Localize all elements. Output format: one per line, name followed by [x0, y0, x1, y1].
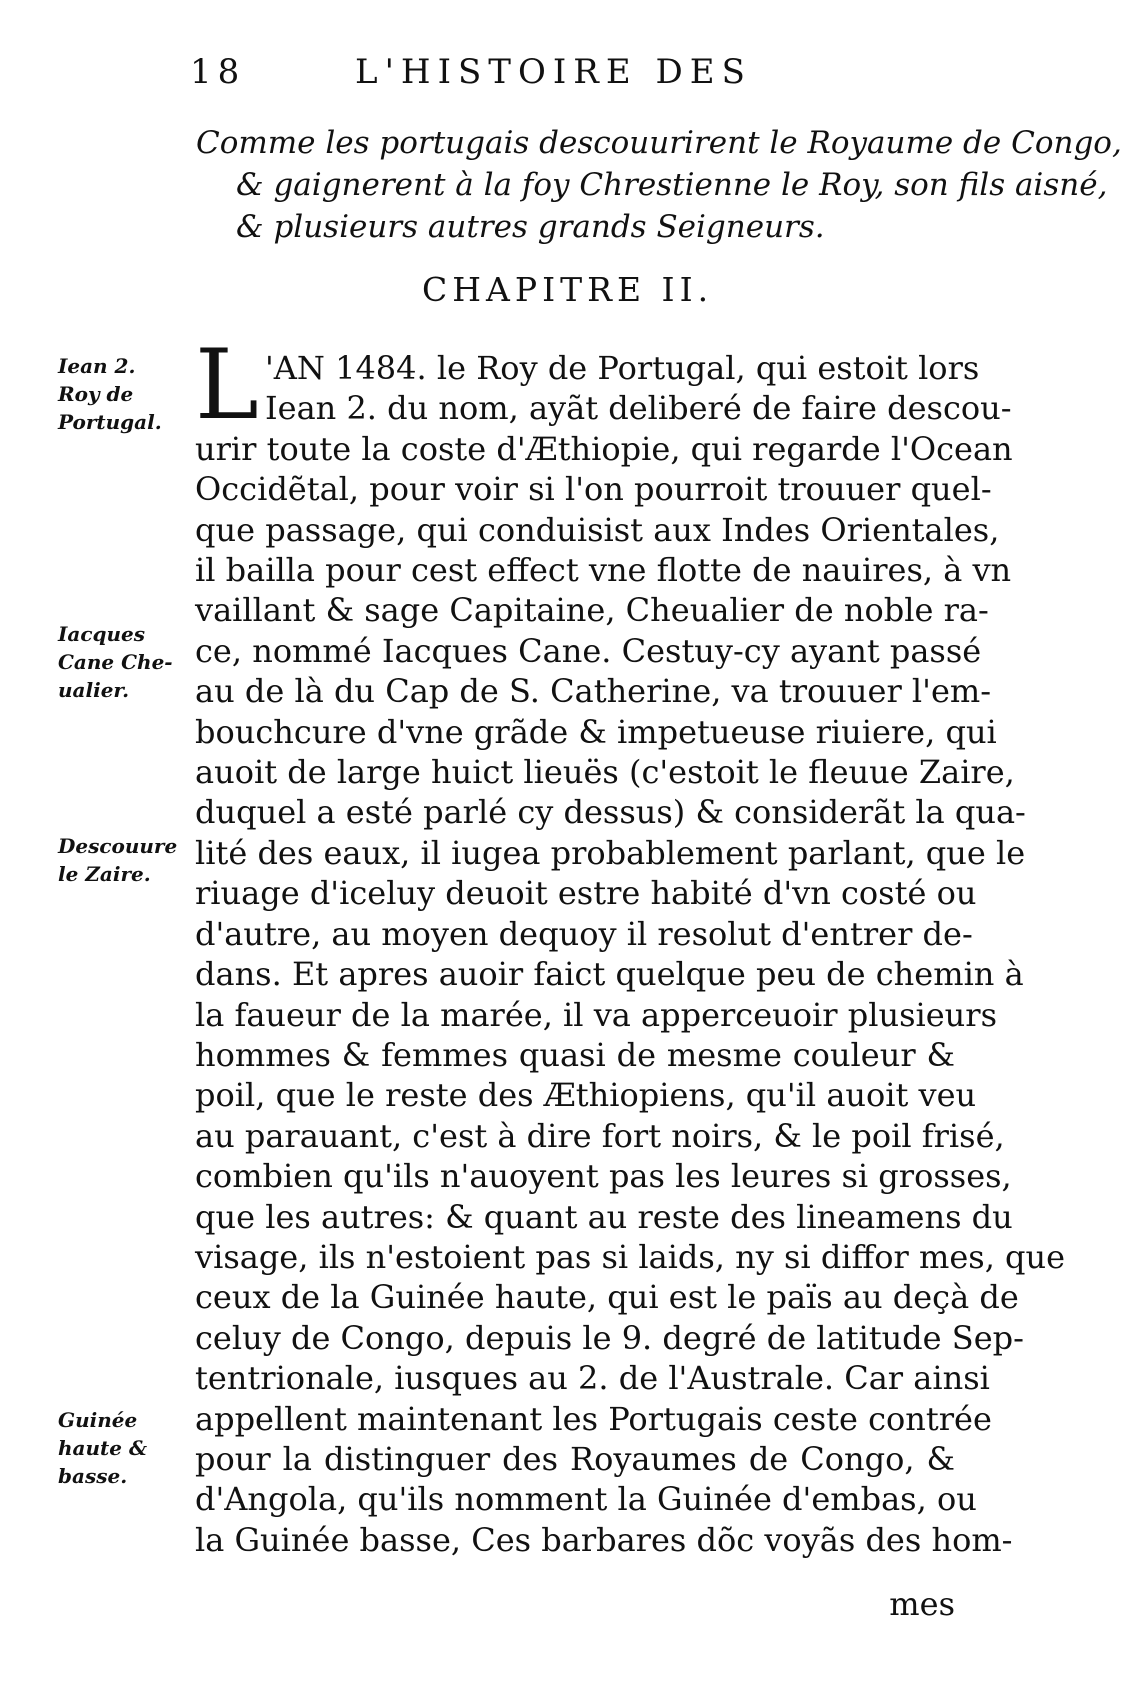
margin-note-line: Guinée: [58, 1408, 138, 1432]
text-line: que passage, qui conduisist aux Indes Orientales,: [195, 510, 1000, 549]
margin-note: [58, 832, 178, 888]
margin-note: [58, 352, 178, 436]
text-line: d'Angola, qu'ils nomment la Guinée d'embas, ou: [195, 1480, 977, 1519]
running-title: L'HISTOIRE DES: [355, 52, 752, 92]
margin-note-line: Cane Che-: [58, 650, 173, 674]
margin-note-line: ualier.: [58, 678, 130, 702]
margin-note-line: Iean 2.: [58, 354, 136, 378]
text-line: combien qu'ils n'auoyent pas les leures si grosses,: [195, 1157, 1012, 1196]
running-head: [190, 52, 800, 102]
text-line: poil, que le reste des Æthiopiens, qu'il auoit veu: [195, 1076, 977, 1115]
margin-note-line: Iacques: [58, 622, 146, 646]
text-line: tentrionale, iusques au 2. de l'Australe. Car ainsi: [195, 1359, 990, 1398]
margin-note-line: basse.: [58, 1464, 128, 1488]
margin-note: [58, 1406, 178, 1490]
text-line: visage, ils n'estoient pas si laids, ny si diffor mes, que: [195, 1237, 1066, 1276]
chapter-heading-line: & gaignerent à la foy Chrestienne le Roy, son fils aisné,: [236, 167, 1108, 203]
text-line: dans. Et apres auoir faict quelque peu de chemin à: [195, 955, 1024, 994]
text-line: 'AN 1484. le Roy de Portugal, qui estoit lors: [265, 349, 980, 387]
margin-note: [58, 620, 178, 704]
chapter-heading: [196, 122, 1122, 248]
text-line: lité des eaux, il iugea probablement parlant, que le: [195, 833, 1026, 872]
text-line: la faueur de la marée, il va apperceuoir plusieurs: [195, 995, 997, 1034]
chapter-number: CHAPITRE II.: [422, 270, 714, 309]
text-line: ce, nommé Iacques Cane. Cestuy-cy ayant passé: [195, 631, 982, 670]
text-line: duquel a esté parlé cy dessus) & considerãt la qua-: [195, 793, 1026, 832]
text-line: la Guinée basse, Ces barbares dõc voyãs des hom-: [195, 1520, 1013, 1559]
text-line: que les autres: & quant au reste des lineamens du: [195, 1197, 1013, 1236]
text-line: Occidẽtal, pour voir si l'on pourroit trouuer quel-: [195, 470, 992, 509]
text-line: celuy de Congo, depuis le 9. degré de latitude Sep-: [195, 1318, 1024, 1357]
margin-note-line: Roy de: [58, 382, 134, 406]
chapter-heading-line: Comme les portugais descouurirent le Royaume de Congo,: [196, 125, 1122, 161]
text-line: ceux de la Guinée haute, qui est le païs au deçà de: [195, 1278, 1019, 1317]
text-line: au parauant, c'est à dire fort noirs, & le poil frisé,: [195, 1116, 1005, 1155]
page-number: 18: [190, 52, 246, 92]
text-line: urir toute la coste d'Æthiopie, qui regarde l'Ocean: [195, 429, 1013, 468]
text-line: au de là du Cap de S. Catherine, va trouuer l'em-: [195, 672, 992, 711]
margin-note-line: Descouure: [58, 834, 178, 858]
margin-note-line: haute &: [58, 1436, 148, 1460]
chapter-heading-line: & plusieurs autres grands Seigneurs.: [236, 209, 825, 245]
text-line: auoit de large huict lieuës (c'estoit le fleuue Zaire,: [195, 753, 1015, 792]
text-line: Iean 2. du nom, ayãt deliberé de faire descou-: [265, 389, 1012, 428]
text-line: il bailla pour cest effect vne flotte de nauires, à vn: [195, 551, 1012, 590]
text-line: bouchcure d'vne grãde & impetueuse riuiere, qui: [195, 712, 997, 751]
text-line: riuage d'iceluy deuoit estre habité d'vn costé ou: [195, 874, 977, 913]
text-line: vaillant & sage Capitaine, Cheualier de noble ra-: [195, 591, 989, 630]
margin-note-line: le Zaire.: [58, 862, 151, 886]
catchword: mes: [889, 1585, 955, 1623]
drop-cap: L: [195, 329, 259, 441]
text-line: appellent maintenant les Portugais ceste contrée: [195, 1399, 992, 1438]
text-line: hommes & femmes quasi de mesme couleur &: [195, 1035, 955, 1074]
margin-note-line: Portugal.: [58, 410, 162, 434]
body-text: [195, 348, 1066, 1560]
text-line: d'autre, au moyen dequoy il resolut d'entrer de-: [195, 914, 973, 953]
text-line: pour la distinguer des Royaumes de Congo, &: [195, 1439, 955, 1478]
